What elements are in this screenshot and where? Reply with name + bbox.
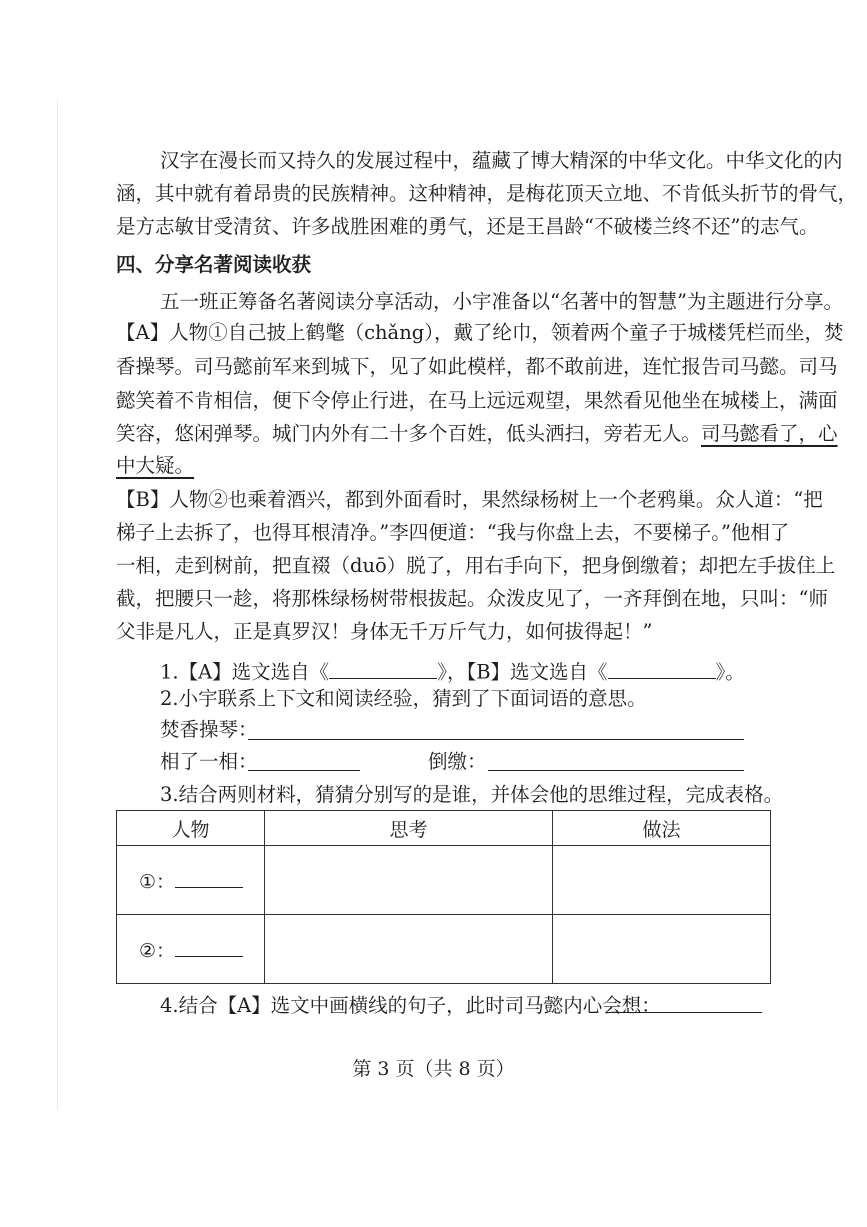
q2-term-1-label: 焚香操琴： bbox=[160, 718, 258, 741]
row-2-name-blank[interactable] bbox=[175, 937, 243, 957]
table-row bbox=[117, 915, 771, 984]
page-number: 第 3 页（共 8 页） bbox=[352, 1058, 515, 1080]
question-1 bbox=[160, 658, 745, 682]
q4-answer-blank[interactable] bbox=[606, 1012, 762, 1013]
q2-term-3-label: 倒缴： bbox=[428, 750, 487, 773]
passage-b-line-4: 截，把腰只一趁，将那株绿杨树带根拔起。众泼皮见了，一齐拜倒在地，只叫：“师 bbox=[116, 587, 828, 610]
q1-blank-b[interactable] bbox=[608, 658, 716, 679]
row-2-label: ②： bbox=[139, 939, 176, 962]
row-1-action-cell[interactable] bbox=[553, 846, 771, 915]
row-1-person-cell[interactable] bbox=[117, 846, 265, 915]
intro-line-2: 涵，其中就有着昂贵的民族精神。这种精神，是梅花顶天立地、不肯低头折节的骨气， bbox=[116, 182, 858, 205]
question-3: 3.结合两则材料，猜猜分别写的是谁，并体会他的思维过程，完成表格。 bbox=[160, 783, 784, 806]
passage-b-line-5: 父非是凡人，正是真罗汉！身体无千万斤气力，如何拔得起！” bbox=[116, 620, 653, 643]
question-2: 2.小宇联系上下文和阅读经验，猜到了下面词语的意思。 bbox=[160, 687, 647, 710]
row-2-action-cell[interactable] bbox=[553, 915, 771, 984]
header-person: 人物 bbox=[117, 811, 265, 846]
passage-a-line-1: 【A】人物①自己披上鹤氅（chǎng），戴了纶巾，领着两个童子于城楼凭栏而坐，焚 bbox=[116, 321, 844, 344]
answer-table bbox=[116, 810, 771, 984]
section-heading: 四、分享名著阅读收获 bbox=[116, 253, 312, 276]
q2-term-3-blank[interactable] bbox=[488, 770, 744, 771]
underlined-sentence-part-1: 司马懿看了，心 bbox=[701, 422, 838, 445]
q2-term-2-label: 相了一相： bbox=[160, 750, 258, 773]
q1-prefix: 1.【A】选文选自《 bbox=[160, 660, 330, 684]
q1-suffix: 》。 bbox=[715, 660, 745, 684]
scan-edge bbox=[57, 100, 58, 1110]
intro-line-3: 是方志敏甘受清贫、许多战胜困难的勇气，还是王昌龄“不破楼兰终不还”的志气。 bbox=[116, 215, 819, 238]
q2-term-1-blank[interactable] bbox=[248, 739, 744, 740]
passage-b-line-2: 梯子上去拆了，也得耳根清净。”李四便道：“我与你盘上去，不要梯子。”他相了 bbox=[116, 521, 790, 544]
q2-term-2-blank[interactable] bbox=[248, 770, 360, 771]
question-4: 4.结合【A】选文中画横线的句子，此时司马懿内心会想： bbox=[160, 994, 661, 1017]
passage-a-line-4 bbox=[116, 424, 838, 444]
row-1-name-blank[interactable] bbox=[175, 868, 243, 888]
q1-blank-a[interactable] bbox=[329, 658, 437, 679]
section-lead: 五一班正筹备名著阅读分享活动，小宇准备以“名著中的智慧”为主题进行分享。 bbox=[160, 290, 843, 313]
passage-b-line-1: 【B】人物②也乘着酒兴，都到外面看时，果然绿杨树上一个老鸦巢。众人道：“把 bbox=[116, 488, 823, 511]
passage-a-line-3: 懿笑着不肯相信，便下令停止行进，在马上远远观望，果然看见他坐在城楼上，满面 bbox=[116, 389, 838, 412]
passage-a-line-5 bbox=[116, 456, 194, 476]
table-row bbox=[117, 846, 771, 915]
passage-b-line-3: 一相，走到树前，把直裰（duō）脱了，用右手向下，把身倒缴着；却把左手拔住上 bbox=[116, 554, 836, 577]
underlined-sentence-part-2: 中大疑。 bbox=[116, 454, 195, 477]
q1-middle: 》，【B】选文选自《 bbox=[437, 660, 608, 684]
intro-line-1: 汉字在漫长而又持久的发展过程中，蕴藏了博大精深的中华文化。中华文化的内 bbox=[160, 149, 843, 172]
header-action: 做法 bbox=[553, 811, 771, 846]
header-thinking: 思考 bbox=[265, 811, 553, 846]
passage-a-line-4-text: 笑容，悠闲弹琴。城门内外有二十多个百姓，低头洒扫，旁若无人。 bbox=[116, 422, 702, 445]
table-header-row bbox=[117, 811, 771, 846]
row-2-thinking-cell[interactable] bbox=[265, 915, 553, 984]
row-1-thinking-cell[interactable] bbox=[265, 846, 553, 915]
row-2-person-cell[interactable] bbox=[117, 915, 265, 984]
passage-a-line-2: 香操琴。司马懿前军来到城下，见了如此模样，都不敢前进，连忙报告司马懿。司马 bbox=[116, 355, 838, 378]
row-1-label: ①： bbox=[139, 870, 176, 893]
